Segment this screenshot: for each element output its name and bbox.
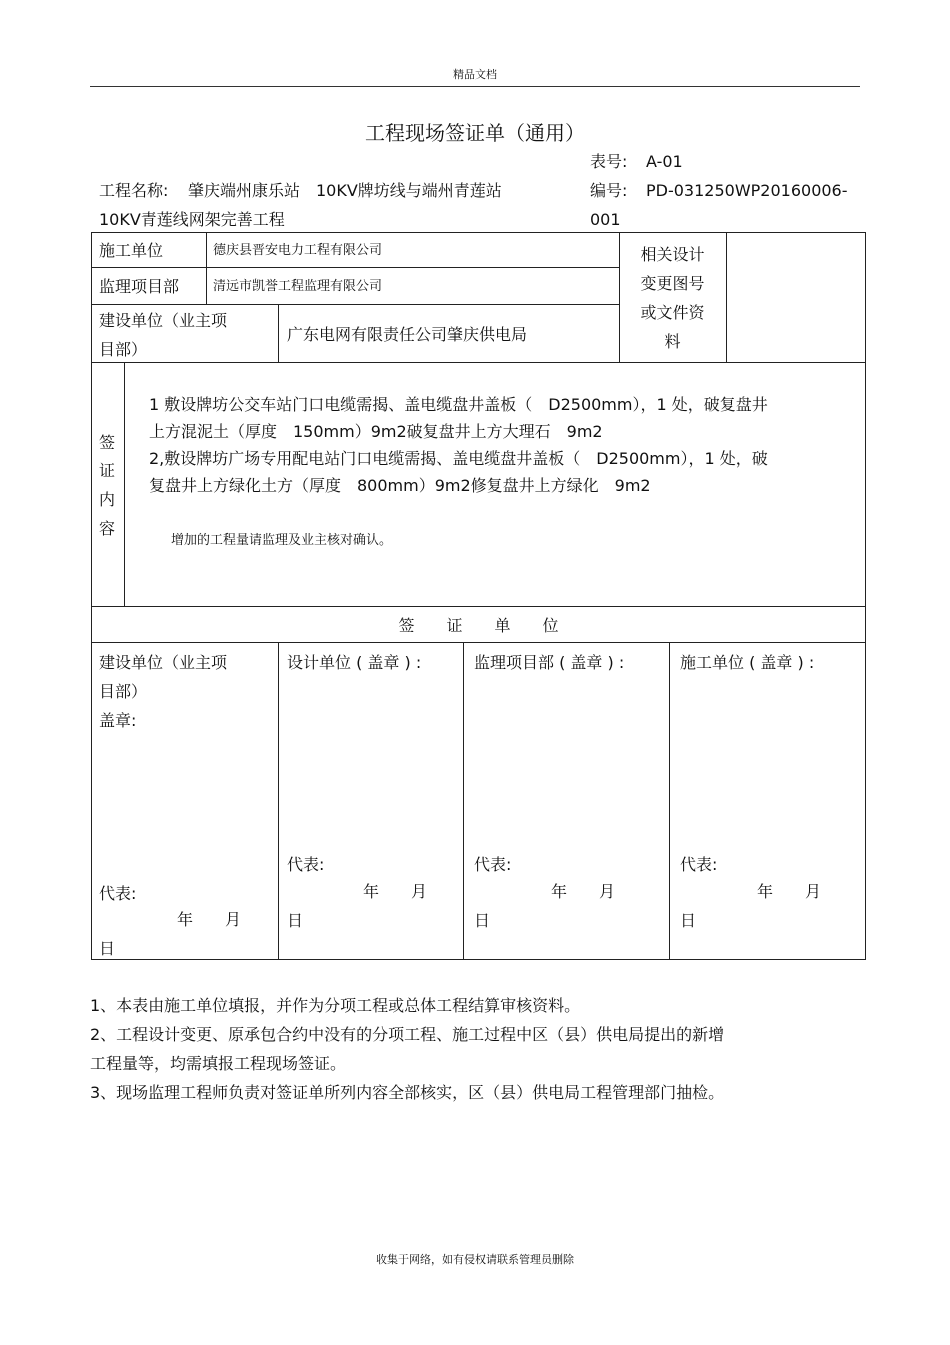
col-divider [669, 642, 670, 960]
sign-construction-date-d: 日 [680, 911, 697, 930]
owner-unit-label-cont: 目部） [99, 340, 148, 359]
visa-content-line: 复盘井上方绿化土方（厚度 800mm）9m2修复盘井上方绿化 9m2 [149, 476, 651, 495]
note-line: 3、现场监理工程师负责对签证单所列内容全部核实，区（县）供电局工程管理部门抽检。 [90, 1083, 725, 1102]
row-divider [91, 642, 866, 643]
form-no-label: 表号: [590, 152, 628, 171]
design-docs-label-3: 或文件资 [640, 303, 705, 322]
visa-content-label-char: 签 [99, 433, 116, 452]
project-label: 工程名称: [99, 181, 169, 200]
sign-construction-heading: 施工单位 ( 盖章 ) : [680, 653, 815, 672]
sign-supervision-heading: 监理项目部 ( 盖章 ) : [474, 653, 625, 672]
page-header-text: 精品文档 [453, 68, 497, 81]
construction-unit-value: 德庆县晋安电力工程有限公司 [213, 243, 383, 258]
row-divider [91, 267, 619, 268]
owner-unit-label: 建设单位（业主项 [99, 311, 228, 330]
note-line: 1、本表由施工单位填报，并作为分项工程或总体工程结算审核资料。 [90, 996, 581, 1015]
row-divider [91, 362, 866, 363]
page-footer-text: 收集于网络，如有侵权请联系管理员删除 [376, 1253, 574, 1266]
col-divider [278, 642, 279, 960]
col-divider [124, 362, 125, 606]
sign-design-heading: 设计单位 ( 盖章 ) : [287, 653, 422, 672]
project-name-line1: 肇庆端州康乐站 10KV牌坊线与端州青莲站 [188, 181, 502, 200]
col-divider [726, 232, 727, 362]
page-title: 工程现场签证单（通用） [365, 121, 585, 145]
col-divider [463, 642, 464, 960]
project-name-line2: 10KV青莲线网架完善工程 [99, 210, 285, 229]
sign-design-date-d: 日 [287, 911, 304, 930]
row-divider [91, 304, 619, 305]
supervision-dept-label: 监理项目部 [99, 277, 180, 296]
sign-section-title: 签 证 单 位 [398, 616, 559, 635]
design-docs-label-1: 相关设计 [640, 245, 705, 264]
col-divider [278, 304, 279, 362]
serial-no-label: 编号: [590, 181, 628, 200]
sign-owner-seal: 盖章: [99, 711, 137, 730]
visa-content-label-char: 证 [99, 461, 116, 480]
visa-content-line: 2,敷设牌坊广场专用配电站门口电缆需揭、盖电缆盘井盖板（ D2500mm），1 处，破 [149, 449, 768, 468]
col-divider [206, 232, 207, 304]
visa-content-note: 增加的工程量请监理及业主核对确认。 [171, 533, 393, 548]
row-divider [91, 606, 866, 607]
supervision-dept-value: 清远市凯誉工程监理有限公司 [213, 279, 383, 294]
note-line: 工程量等，均需填报工程现场签证。 [90, 1054, 347, 1073]
sign-design-rep: 代表: [287, 855, 325, 874]
sign-owner-date-d: 日 [99, 939, 116, 958]
header-divider [90, 86, 860, 87]
serial-no-value: PD-031250WP20160006- [646, 181, 848, 200]
serial-no-value-cont: 001 [590, 210, 621, 229]
sign-owner-heading: 建设单位（业主项 [99, 653, 228, 672]
sign-owner-rep: 代表: [99, 884, 137, 903]
sign-owner-heading-cont: 目部） [99, 682, 148, 701]
visa-content-line: 1 敷设牌坊公交车站门口电缆需揭、盖电缆盘井盖板（ D2500mm），1 处，破复盘井 [149, 395, 768, 414]
design-docs-label-2: 变更图号 [640, 274, 705, 293]
owner-unit-value: 广东电网有限责任公司肇庆供电局 [287, 325, 528, 344]
sign-supervision-date-d: 日 [474, 911, 491, 930]
sign-owner-date-ym: 年 月 [177, 910, 242, 929]
note-line: 2、工程设计变更、原承包合约中没有的分项工程、施工过程中区（县）供电局提出的新增 [90, 1025, 725, 1044]
sign-construction-rep: 代表: [680, 855, 718, 874]
design-docs-label-4: 料 [664, 332, 681, 351]
form-no-value: A-01 [646, 152, 683, 171]
visa-content-label-char: 容 [99, 519, 116, 538]
sign-supervision-rep: 代表: [474, 855, 512, 874]
visa-content-label-char: 内 [99, 490, 116, 509]
construction-unit-label: 施工单位 [99, 241, 164, 260]
sign-construction-date-ym: 年 月 [757, 882, 822, 901]
sign-supervision-date-ym: 年 月 [551, 882, 616, 901]
sign-design-date-ym: 年 月 [363, 882, 428, 901]
visa-content-line: 上方混泥土（厚度 150mm）9m2破复盘井上方大理石 9m2 [149, 422, 603, 441]
